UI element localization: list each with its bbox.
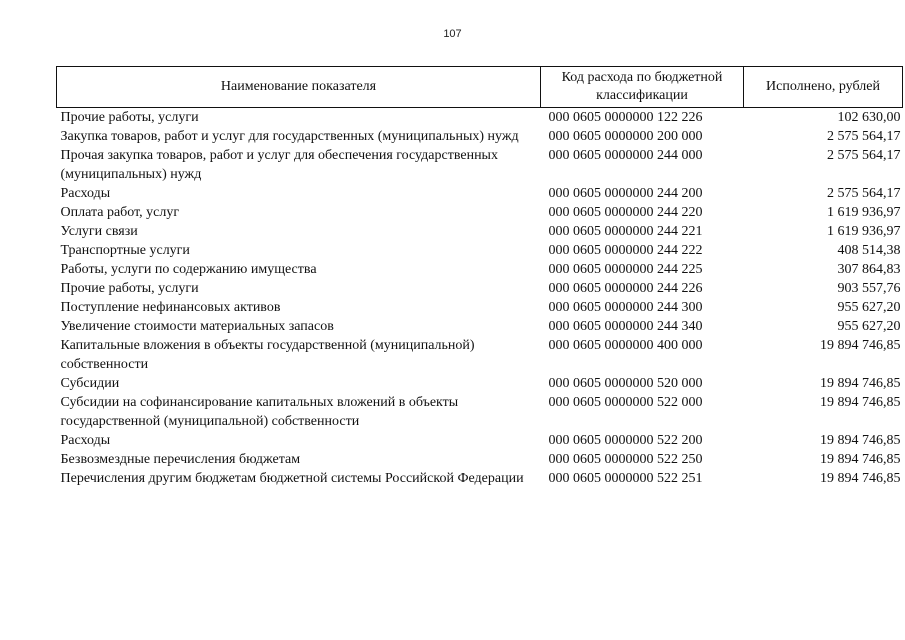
budget-classification-code: 000 0605 0000000 244 226 bbox=[548, 281, 703, 296]
indicator-name: Безвозмездные перечисления бюджетам bbox=[60, 452, 301, 467]
table-row bbox=[57, 393, 903, 431]
budget-classification-code: 000 0605 0000000 522 250 bbox=[548, 452, 703, 467]
budget-classification-code: 000 0605 0000000 244 221 bbox=[548, 224, 703, 239]
budget-classification-code: 000 0605 0000000 522 200 bbox=[548, 433, 703, 448]
indicator-name: Субсидии bbox=[60, 376, 120, 391]
indicator-name: Перечисления другим бюджетам бюджетной системы Российской Федерации bbox=[60, 471, 524, 486]
column-header-name: Наименование показателя bbox=[57, 67, 541, 108]
column-header-amount: Исполнено, рублей bbox=[744, 67, 903, 108]
table-row bbox=[57, 108, 903, 128]
table-header-row bbox=[57, 67, 903, 108]
executed-amount: 102 630,00 bbox=[837, 110, 901, 125]
budget-classification-code: 000 0605 0000000 244 225 bbox=[548, 262, 703, 277]
executed-amount: 1 619 936,97 bbox=[827, 224, 901, 239]
executed-amount: 19 894 746,85 bbox=[820, 433, 901, 448]
budget-classification-code: 000 0605 0000000 244 200 bbox=[548, 186, 703, 201]
executed-amount: 903 557,76 bbox=[837, 281, 901, 296]
executed-amount: 1 619 936,97 bbox=[827, 205, 901, 220]
table-row bbox=[57, 336, 903, 374]
table-row bbox=[57, 450, 903, 469]
indicator-name: Поступление нефинансовых активов bbox=[60, 300, 281, 315]
budget-classification-code: 000 0605 0000000 244 000 bbox=[548, 148, 703, 163]
table-row bbox=[57, 469, 903, 488]
budget-execution-table bbox=[56, 66, 903, 488]
indicator-name: Увеличение стоимости материальных запасов bbox=[60, 319, 334, 334]
indicator-name: Транспортные услуги bbox=[60, 243, 190, 258]
executed-amount: 19 894 746,85 bbox=[820, 452, 901, 467]
budget-classification-code: 000 0605 0000000 122 226 bbox=[548, 110, 703, 125]
table-row bbox=[57, 317, 903, 336]
indicator-name: Капитальные вложения в объекты государственной (муниципальной) собственности bbox=[60, 338, 475, 372]
executed-amount: 955 627,20 bbox=[837, 300, 901, 315]
table-row bbox=[57, 298, 903, 317]
budget-classification-code: 000 0605 0000000 200 000 bbox=[548, 129, 703, 144]
budget-classification-code: 000 0605 0000000 520 000 bbox=[548, 376, 703, 391]
executed-amount: 19 894 746,85 bbox=[820, 395, 901, 410]
budget-classification-code: 000 0605 0000000 244 300 bbox=[548, 300, 703, 315]
table-row bbox=[57, 127, 903, 146]
table-row bbox=[57, 146, 903, 184]
table-row bbox=[57, 241, 903, 260]
indicator-name: Прочие работы, услуги bbox=[60, 281, 199, 296]
page-number: 107 bbox=[443, 28, 462, 40]
budget-classification-code: 000 0605 0000000 244 222 bbox=[548, 243, 703, 258]
budget-classification-code: 000 0605 0000000 522 251 bbox=[548, 471, 703, 486]
table-row bbox=[57, 260, 903, 279]
budget-classification-code: 000 0605 0000000 522 000 bbox=[548, 395, 703, 410]
column-header-code: Код расхода по бюджетной классификации bbox=[541, 67, 744, 108]
table-row bbox=[57, 431, 903, 450]
executed-amount: 19 894 746,85 bbox=[820, 376, 901, 391]
table-row bbox=[57, 203, 903, 222]
indicator-name: Расходы bbox=[60, 186, 111, 201]
executed-amount: 955 627,20 bbox=[837, 319, 901, 334]
budget-classification-code: 000 0605 0000000 244 220 bbox=[548, 205, 703, 220]
table-row bbox=[57, 374, 903, 393]
indicator-name: Прочая закупка товаров, работ и услуг для обеспечения государственных (муниципальных) нужд bbox=[60, 148, 498, 182]
executed-amount: 408 514,38 bbox=[837, 243, 901, 258]
executed-amount: 2 575 564,17 bbox=[827, 148, 901, 163]
indicator-name: Оплата работ, услуг bbox=[60, 205, 180, 220]
table-row bbox=[57, 222, 903, 241]
executed-amount: 2 575 564,17 bbox=[827, 186, 901, 201]
indicator-name: Закупка товаров, работ и услуг для государственных (муниципальных) нужд bbox=[60, 129, 519, 144]
budget-classification-code: 000 0605 0000000 244 340 bbox=[548, 319, 703, 334]
executed-amount: 307 864,83 bbox=[837, 262, 901, 277]
indicator-name: Расходы bbox=[60, 433, 111, 448]
table-row bbox=[57, 279, 903, 298]
executed-amount: 19 894 746,85 bbox=[820, 471, 901, 486]
executed-amount: 2 575 564,17 bbox=[827, 129, 901, 144]
table-row bbox=[57, 184, 903, 203]
indicator-name: Работы, услуги по содержанию имущества bbox=[60, 262, 317, 277]
budget-classification-code: 000 0605 0000000 400 000 bbox=[548, 338, 703, 353]
indicator-name: Субсидии на софинансирование капитальных вложений в объекты государственной (муниципальной) собственности bbox=[60, 395, 459, 429]
indicator-name: Прочие работы, услуги bbox=[60, 110, 199, 125]
indicator-name: Услуги связи bbox=[60, 224, 138, 239]
table-body bbox=[57, 108, 903, 489]
executed-amount: 19 894 746,85 bbox=[820, 338, 901, 353]
